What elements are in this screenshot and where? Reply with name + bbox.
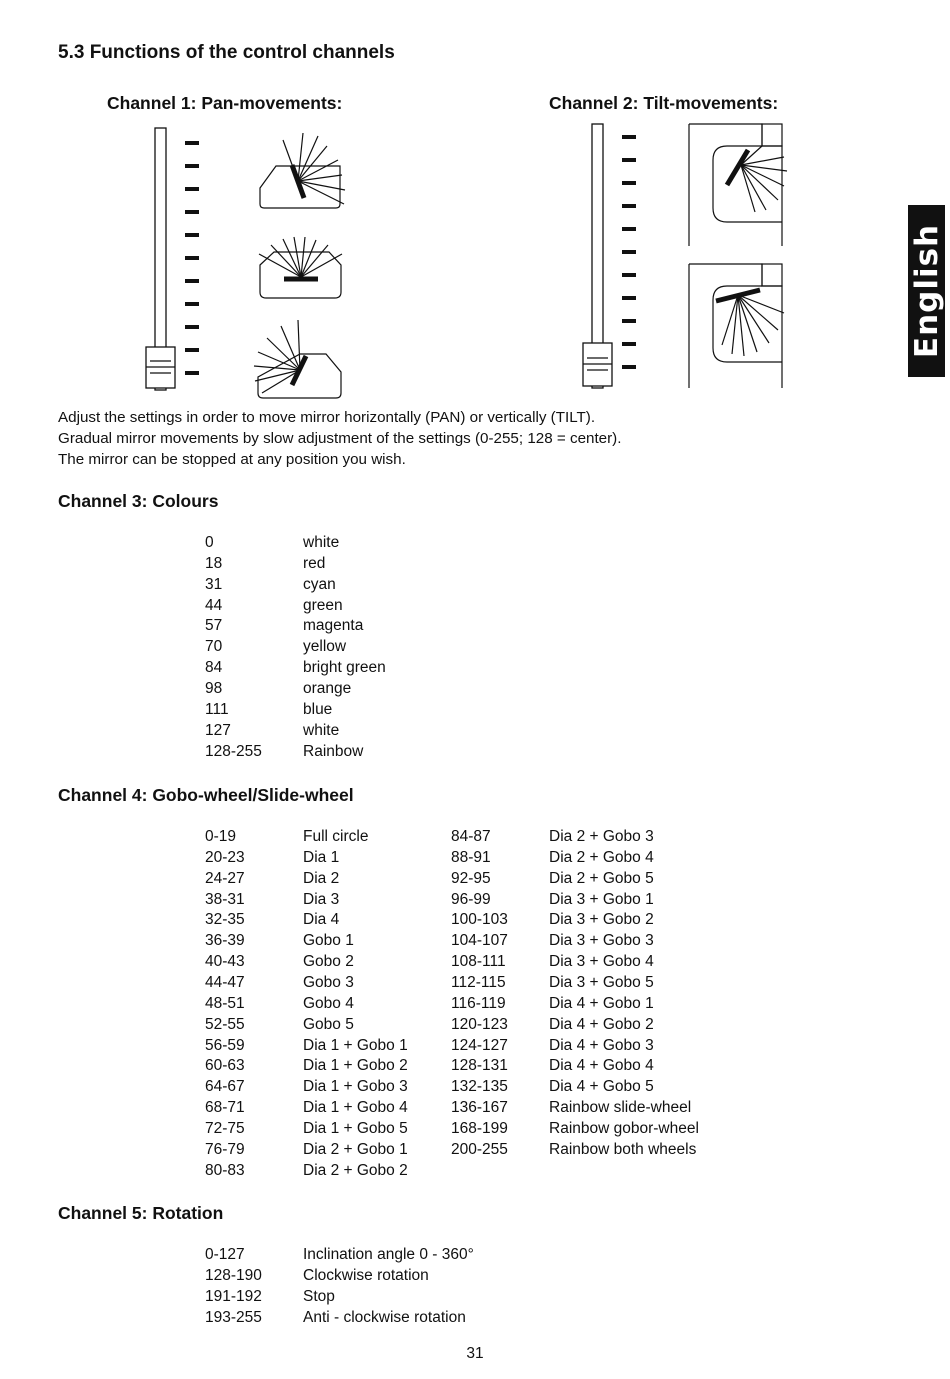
- function-label: Dia 4 + Gobo 2: [549, 1015, 654, 1033]
- function-label: Dia 1 + Gobo 2: [303, 1057, 408, 1075]
- function-label: Dia 4 + Gobo 4: [549, 1057, 654, 1075]
- function-label: blue: [303, 700, 333, 718]
- section-title: 5.3 Functions of the control channels: [58, 42, 395, 63]
- function-label: Dia 3 + Gobo 2: [549, 911, 654, 929]
- function-label: Dia 2 + Gobo 1: [303, 1140, 408, 1158]
- description-line-2: Gradual mirror movements by slow adjustment of the settings (0-255; 128 = center).: [58, 430, 622, 447]
- function-label: Rainbow: [303, 742, 364, 760]
- dmx-value: 191-192: [205, 1287, 262, 1305]
- function-label: cyan: [303, 575, 336, 593]
- dmx-value: 44: [205, 596, 223, 614]
- dmx-value: 57: [205, 617, 223, 635]
- dmx-value: 124-127: [451, 1036, 508, 1054]
- dmx-value: 112-115: [451, 973, 506, 991]
- function-label: orange: [303, 679, 352, 697]
- function-label: Dia 3 + Gobo 1: [549, 890, 654, 908]
- pan-fader-illustration: [146, 128, 175, 390]
- pan-mirror-center-icon: [259, 237, 342, 298]
- dmx-value: 120-123: [451, 1015, 508, 1033]
- dmx-value: 60-63: [205, 1057, 245, 1075]
- channel3-title: Channel 3: Colours: [58, 491, 219, 511]
- language-tab-label: English: [908, 223, 945, 359]
- function-label: white: [303, 534, 340, 551]
- function-label: Dia 3 + Gobo 4: [549, 953, 654, 971]
- dmx-value: 70: [205, 638, 223, 656]
- function-label: Dia 1: [303, 848, 340, 866]
- function-label: Dia 1 + Gobo 3: [303, 1078, 408, 1096]
- pan-mirror-right-icon: [254, 320, 341, 398]
- function-label: Dia 2: [303, 869, 340, 887]
- function-label: Dia 4 + Gobo 3: [549, 1036, 654, 1054]
- function-label: Dia 3 + Gobo 3: [549, 932, 654, 950]
- dmx-value: 84: [205, 659, 223, 677]
- dmx-value: 193-255: [205, 1308, 262, 1326]
- dmx-value: 0: [205, 534, 214, 551]
- dmx-value: 84-87: [451, 828, 491, 845]
- function-label: Clockwise rotation: [303, 1266, 429, 1284]
- channel5-title: Channel 5: Rotation: [58, 1203, 224, 1223]
- function-label: Stop: [303, 1287, 335, 1305]
- dmx-value: 98: [205, 679, 223, 697]
- function-label: white: [303, 721, 340, 739]
- function-label: Dia 4 + Gobo 1: [549, 994, 654, 1012]
- dmx-value: 88-91: [451, 848, 491, 866]
- dmx-value: 136-167: [451, 1099, 508, 1117]
- dmx-value: 31: [205, 575, 223, 593]
- dmx-value: 56-59: [205, 1036, 245, 1054]
- function-label: Dia 3: [303, 890, 340, 908]
- dmx-value: 18: [205, 554, 223, 572]
- dmx-value: 24-27: [205, 869, 245, 887]
- dmx-value: 36-39: [205, 932, 245, 950]
- dmx-value: 128-190: [205, 1266, 262, 1284]
- dmx-value: 40-43: [205, 953, 245, 971]
- function-label: red: [303, 554, 326, 572]
- function-label: Rainbow slide-wheel: [549, 1099, 692, 1117]
- function-label: magenta: [303, 617, 364, 635]
- function-label: Dia 4: [303, 911, 340, 929]
- dmx-value: 116-119: [451, 994, 506, 1012]
- function-label: bright green: [303, 659, 386, 677]
- dmx-value: 68-71: [205, 1099, 245, 1117]
- dmx-value: 111: [205, 700, 229, 718]
- tilt-fader-illustration: [583, 124, 612, 388]
- pan-fader-ticks: [185, 143, 199, 373]
- function-label: Dia 2 + Gobo 4: [549, 848, 654, 866]
- function-label: Dia 1 + Gobo 4: [303, 1099, 408, 1117]
- function-label: Dia 3 + Gobo 5: [549, 973, 654, 991]
- dmx-value: 76-79: [205, 1140, 245, 1158]
- function-label: Gobo 1: [303, 932, 354, 950]
- channel1-title: Channel 1: Pan-movements:: [107, 93, 343, 113]
- dmx-value: 96-99: [451, 890, 491, 908]
- function-label: Dia 1 + Gobo 5: [303, 1119, 408, 1137]
- dmx-value: 64-67: [205, 1078, 245, 1096]
- tilt-mirror-down-icon: [689, 264, 784, 388]
- function-label: Dia 4 + Gobo 5: [549, 1078, 654, 1096]
- dmx-value: 0-19: [205, 828, 237, 845]
- function-label: green: [303, 596, 343, 614]
- function-label: Gobo 3: [303, 973, 354, 991]
- dmx-value: 104-107: [451, 932, 508, 950]
- dmx-value: 200-255: [451, 1140, 508, 1158]
- dmx-value: 100-103: [451, 911, 508, 929]
- dmx-value: 0-127: [205, 1246, 245, 1263]
- function-label: Dia 2 + Gobo 2: [303, 1161, 408, 1179]
- description-line-3: The mirror can be stopped at any position you wish.: [58, 451, 406, 468]
- dmx-value: 48-51: [205, 994, 245, 1012]
- dmx-value: 108-111: [451, 953, 506, 971]
- function-label: Rainbow gobor-wheel: [549, 1119, 699, 1137]
- dmx-value: 44-47: [205, 973, 245, 991]
- dmx-value: 127: [205, 721, 231, 739]
- dmx-value: 38-31: [205, 890, 245, 908]
- function-label: Dia 2 + Gobo 5: [549, 869, 654, 887]
- dmx-value: 32-35: [205, 911, 245, 929]
- dmx-value: 52-55: [205, 1015, 245, 1033]
- function-label: Inclination angle 0 - 360°: [303, 1246, 474, 1263]
- dmx-value: 92-95: [451, 869, 491, 887]
- function-label: Gobo 5: [303, 1015, 354, 1033]
- dmx-value: 72-75: [205, 1119, 245, 1137]
- dmx-value: 168-199: [451, 1119, 508, 1137]
- dmx-value: 132-135: [451, 1078, 508, 1096]
- dmx-value: 128-255: [205, 742, 262, 760]
- function-label: Dia 1 + Gobo 1: [303, 1036, 408, 1054]
- pan-mirror-left-icon: [260, 133, 345, 208]
- channel2-title: Channel 2: Tilt-movements:: [549, 93, 779, 113]
- function-label: yellow: [303, 638, 347, 656]
- function-label: Gobo 4: [303, 994, 354, 1012]
- function-label: Gobo 2: [303, 953, 354, 971]
- function-label: Rainbow both wheels: [549, 1140, 697, 1158]
- page-number: 31: [466, 1345, 484, 1362]
- tilt-fader-ticks: [622, 137, 636, 367]
- function-label: Dia 2 + Gobo 3: [549, 828, 654, 845]
- tilt-mirror-up-icon: [689, 124, 787, 246]
- function-label: Full circle: [303, 828, 369, 845]
- dmx-value: 20-23: [205, 848, 245, 866]
- channel4-title: Channel 4: Gobo-wheel/Slide-wheel: [58, 785, 354, 805]
- dmx-value: 80-83: [205, 1161, 245, 1179]
- dmx-value: 128-131: [451, 1057, 508, 1075]
- function-label: Anti - clockwise rotation: [303, 1308, 466, 1326]
- description-line-1: Adjust the settings in order to move mirror horizontally (PAN) or vertically (TILT).: [58, 409, 596, 426]
